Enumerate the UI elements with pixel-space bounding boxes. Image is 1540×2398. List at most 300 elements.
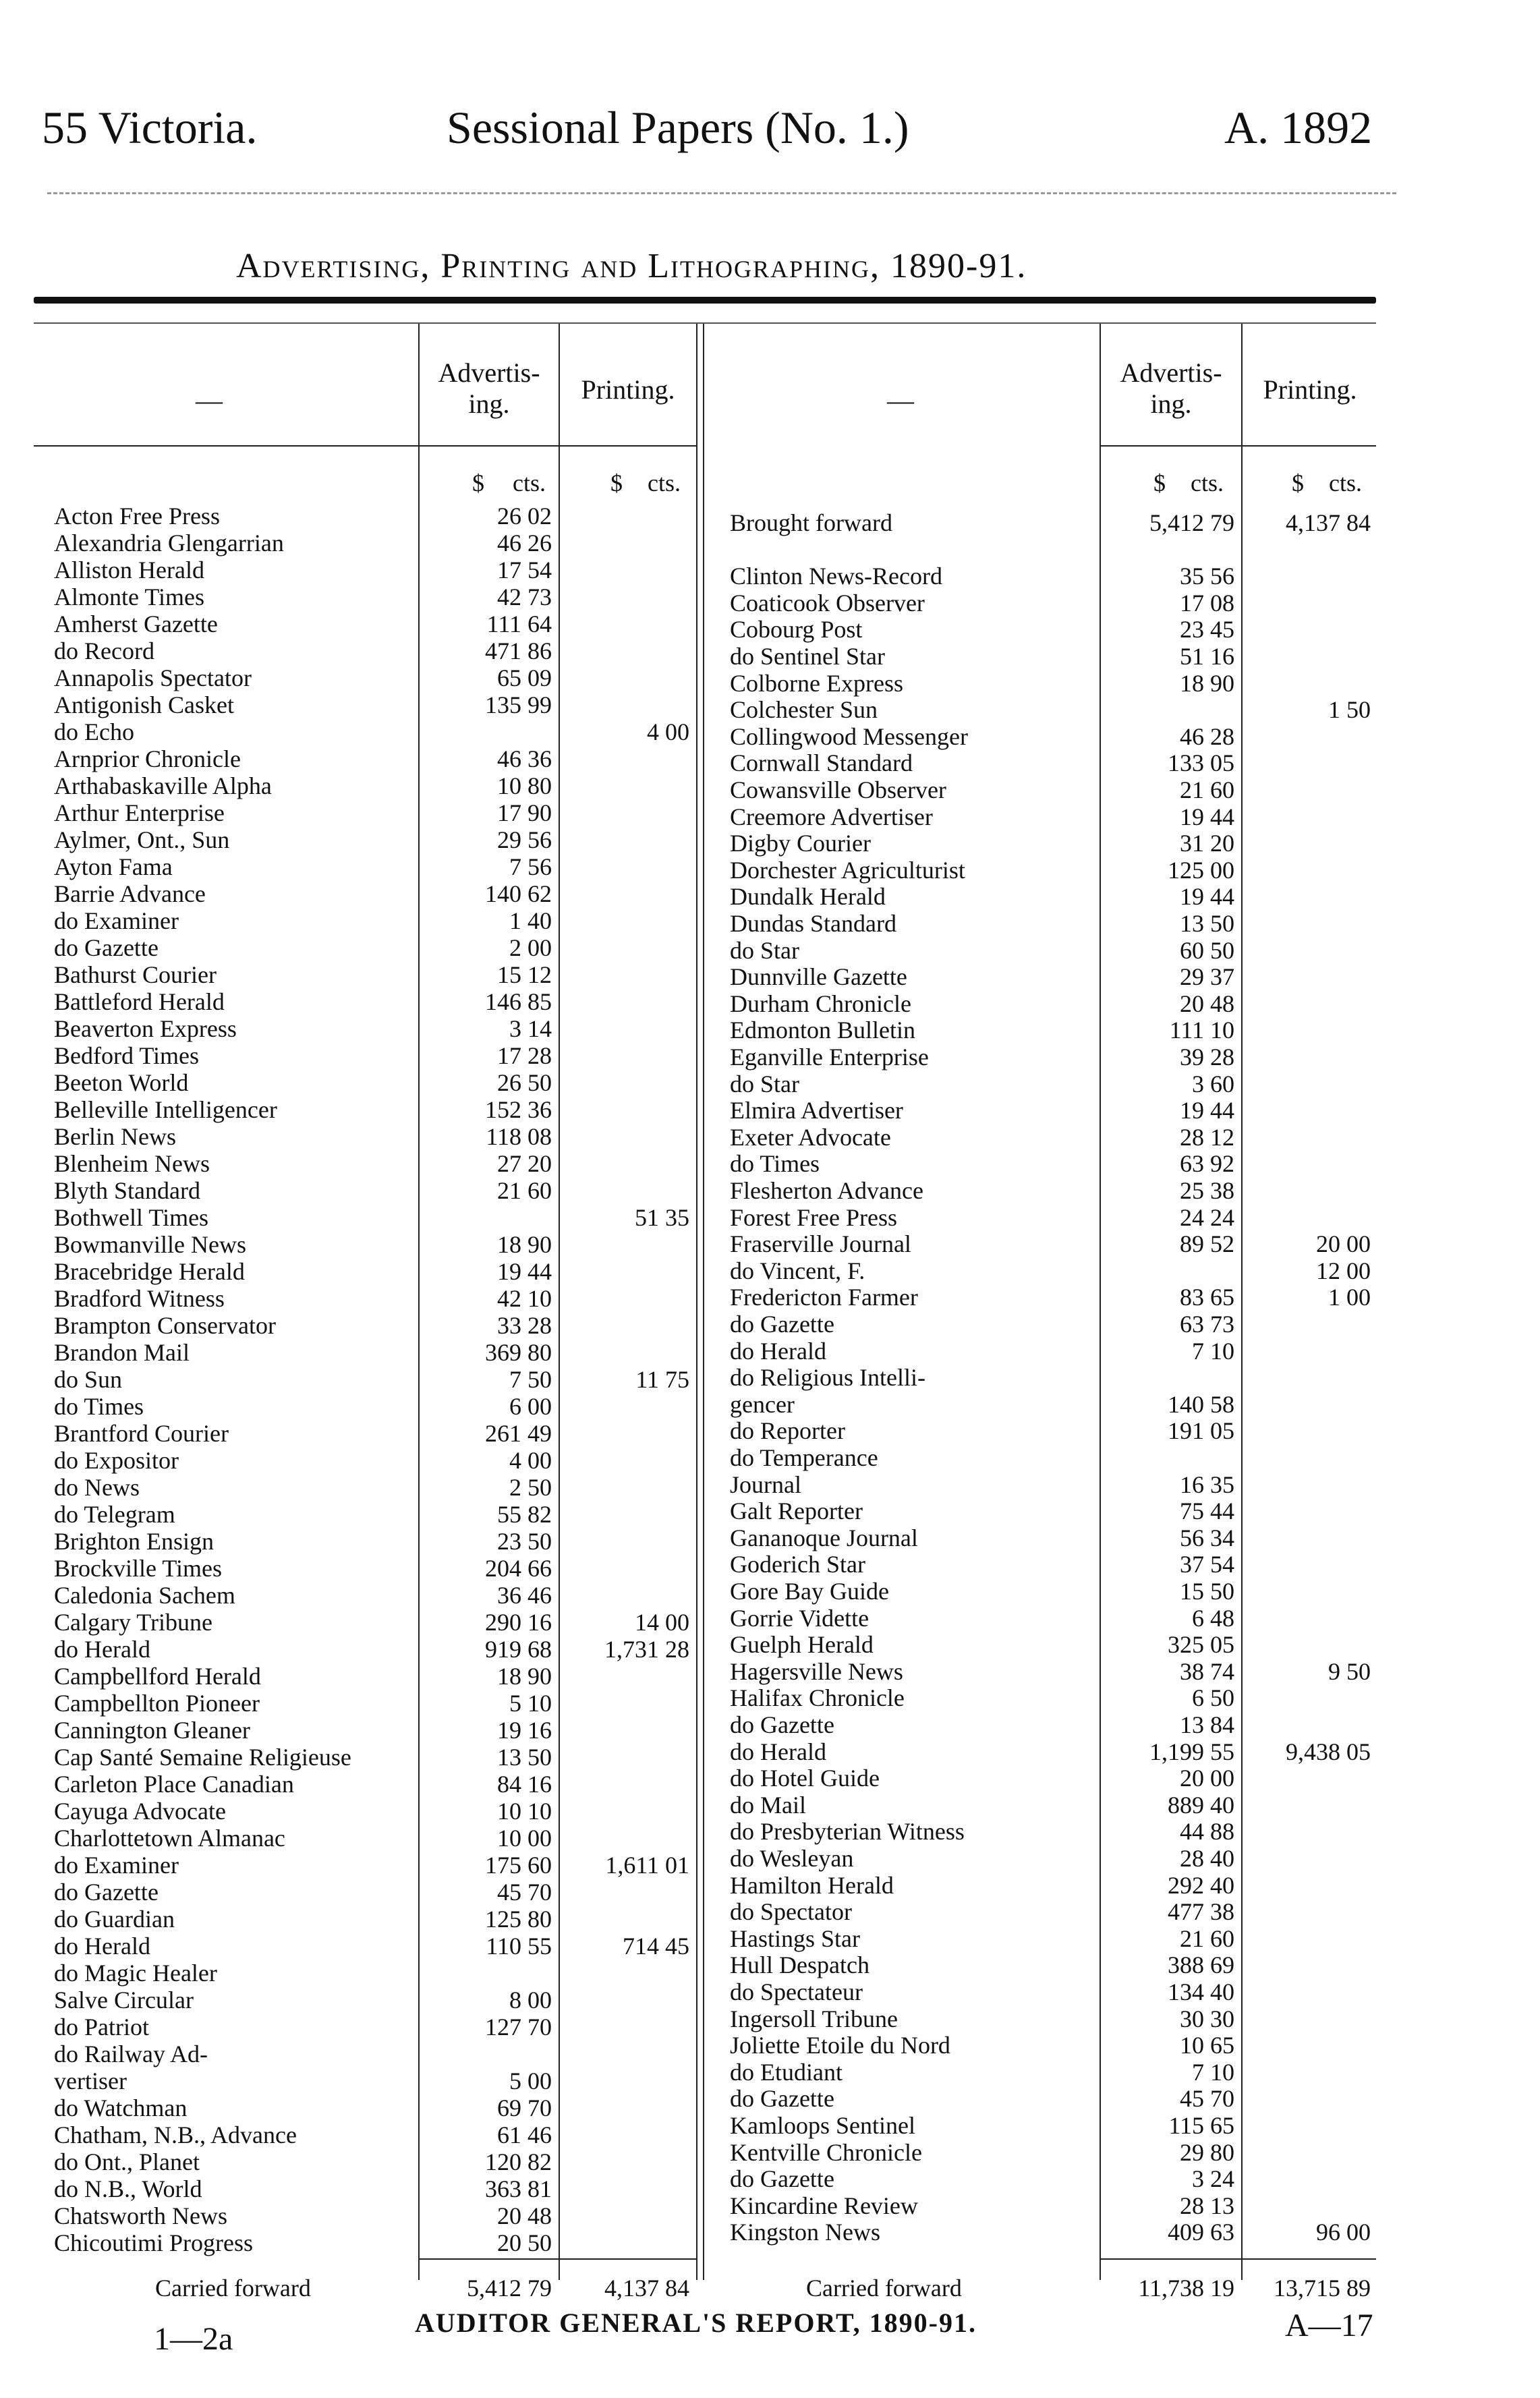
outlet-name: Gananoque Journal (730, 1524, 918, 1551)
table-row (0, 1738, 1540, 1765)
advertising-amount: 19 44 (1180, 1097, 1234, 1124)
advertising-amount: 63 92 (1180, 1150, 1234, 1178)
advertising-amount: 24 24 (1180, 1203, 1234, 1231)
outlet-name: Colchester Sun (730, 696, 878, 724)
printing-amount: 4,137 84 (1286, 509, 1371, 536)
right-total-label: Carried forward (806, 2275, 962, 2302)
outlet-name: Ayton Fama (54, 853, 173, 880)
outlet-name: do Record (54, 637, 154, 664)
printing-amount: 20 00 (1316, 1230, 1371, 1258)
outlet-name: Hagersville News (730, 1657, 903, 1685)
outlet-name: do Times (730, 1150, 820, 1178)
table-row (0, 1845, 1540, 1872)
right-print-cents-unit: cts. (1329, 469, 1362, 496)
table-row (0, 1765, 1540, 1792)
advertising-amount: 29 56 (497, 826, 552, 853)
table-row (0, 857, 1540, 884)
advertising-amount: 21 60 (497, 1177, 552, 1204)
outlet-name: do Herald (54, 1636, 150, 1663)
outlet-name: Cayuga Advocate (54, 1798, 226, 1825)
right-print-dollar-unit: $ (1292, 469, 1304, 496)
outlet-name: do Gazette (54, 1879, 159, 1906)
outlet-name: Bradford Witness (54, 1285, 225, 1312)
outlet-name: Blyth Standard (54, 1177, 200, 1204)
outlet-name: do Magic Healer (54, 1960, 217, 1987)
outlet-name: Fraserville Journal (730, 1230, 911, 1258)
outlet-name: Cornwall Standard (730, 749, 913, 777)
table-row (0, 1925, 1540, 1952)
advertising-amount: 18 90 (1180, 669, 1234, 697)
left-values-header-rule (420, 445, 696, 447)
table-row (0, 1631, 1540, 1658)
outlet-name: Digby Courier (730, 830, 871, 857)
printing-amount: 1 50 (1328, 696, 1371, 724)
left-total-print: 4,137 84 (604, 2275, 689, 2302)
outlet-name: Cannington Gleaner (54, 1717, 250, 1744)
outlet-name: Hastings Star (730, 1924, 860, 1952)
outlet-name: Eganville Enterprise (730, 1044, 929, 1070)
advertising-amount: 290 16 (485, 1609, 552, 1636)
outlet-name: Kincardine Review (730, 2192, 918, 2219)
advertising-amount: 5,412 79 (1149, 509, 1234, 536)
advertising-amount: 152 36 (485, 1096, 552, 1123)
outlet-name: Brighton Ensign (54, 1528, 215, 1555)
table-row (0, 1551, 1540, 1578)
advertising-amount: 55 82 (497, 1501, 552, 1528)
table-row (0, 536, 1540, 563)
table-row (0, 2192, 1540, 2219)
outlet-name: do Spectator (730, 1898, 852, 1926)
outlet-name: Exeter Advocate (730, 1123, 891, 1151)
left-sum-rule (420, 2258, 696, 2260)
advertising-amount: 17 90 (497, 799, 552, 826)
outlet-name: do Examiner (54, 1852, 179, 1879)
outlet-name: Brandon Mail (54, 1339, 190, 1366)
outlet-name: do Gazette (730, 2085, 834, 2113)
outlet-name: Brantford Courier (54, 1420, 229, 1447)
printing-amount: 4 00 (647, 718, 689, 745)
table-row (0, 1951, 1540, 1978)
outlet-name: do Telegram (54, 1501, 175, 1528)
header-year: A. 1892 (1224, 102, 1373, 153)
advertising-amount: 3 14 (509, 1015, 552, 1042)
right-sum-rule (1101, 2258, 1376, 2260)
outlet-name: do Examiner (54, 907, 179, 934)
outlet-name: Campbellford Herald (54, 1663, 261, 1690)
advertising-amount: 20 48 (497, 2202, 552, 2229)
outlet-name: Gore Bay Guide (730, 1578, 889, 1605)
table-row (0, 2139, 1540, 2166)
advertising-amount: 6 50 (1192, 1684, 1234, 1712)
table-row (0, 1497, 1540, 1524)
outlet-name: Kingston News (730, 2219, 880, 2246)
advertising-amount: 10 80 (497, 772, 552, 799)
outlet-name: do Herald (730, 1738, 826, 1765)
outlet-name: Arthur Enterprise (54, 799, 225, 826)
outlet-name: Durham Chronicle (730, 990, 911, 1017)
outlet-name: do Wesleyan (730, 1845, 854, 1872)
outlet-name: do Religious Intelli- (730, 1364, 925, 1392)
advertising-amount: 25 38 (1180, 1177, 1234, 1204)
outlet-name: do Guardian (54, 1906, 175, 1933)
left-total-row (0, 2275, 1540, 2302)
table-row (0, 1284, 1540, 1311)
left-total-label: Carried forward (155, 2275, 311, 2302)
outlet-name: Bracebridge Herald (54, 1258, 245, 1285)
advertising-amount: 27 20 (497, 1150, 552, 1177)
advertising-amount: 477 38 (1168, 1898, 1234, 1926)
advertising-amount: 7 10 (1192, 2058, 1234, 2086)
advertising-amount: 133 05 (1168, 749, 1234, 777)
advertising-amount: 10 10 (497, 1798, 552, 1825)
outlet-name: Caledonia Sachem (54, 1582, 235, 1609)
left-adv-dollar-unit: $ (472, 469, 484, 496)
title-thin-rule (34, 322, 1376, 324)
table-row (0, 749, 1540, 776)
outlet-name: Dunnville Gazette (730, 963, 907, 991)
outlet-name: Elmira Advertiser (730, 1097, 903, 1124)
right-adv-cents-unit: cts. (1191, 469, 1224, 496)
outlet-name: Bowmanville News (54, 1231, 246, 1258)
advertising-amount: 15 50 (1180, 1578, 1234, 1605)
outlet-name: Dundalk Herald (730, 883, 886, 911)
table-row (0, 1338, 1540, 1365)
table-row (0, 643, 1540, 670)
table-row (0, 1124, 1540, 1151)
table-row (0, 1070, 1540, 1097)
table-row (0, 2005, 1540, 2032)
advertising-amount: 89 52 (1180, 1230, 1234, 1258)
advertising-amount: 20 48 (1180, 990, 1234, 1017)
outlet-name: Collingwood Messenger (730, 722, 968, 750)
outlet-name: Blenheim News (54, 1150, 210, 1177)
left-printing-header: Printing. (581, 374, 675, 405)
right-adv-dollar-unit: $ (1153, 469, 1166, 496)
table-row (0, 1177, 1540, 1204)
outlet-name: Campbellton Pioneer (54, 1690, 260, 1717)
table-row (0, 1417, 1540, 1444)
printing-amount: 51 35 (635, 1204, 689, 1231)
outlet-name: do Gazette (730, 2165, 834, 2193)
outlet-name: Journal (730, 1471, 801, 1498)
table-row (0, 1818, 1540, 1845)
header-dashed-rule (47, 192, 1396, 194)
table-row (0, 1204, 1540, 1231)
advertising-amount: 134 40 (1168, 1978, 1234, 2005)
advertising-amount: 36 46 (497, 1582, 552, 1609)
outlet-name: Ingersoll Tribune (730, 2005, 899, 2032)
printing-amount: 9,438 05 (1286, 1738, 1371, 1765)
outlet-name: do Spectateur (730, 1978, 863, 2005)
outlet-name: do Presbyterian Witness (730, 1818, 965, 1846)
outlet-name: Goderich Star (730, 1551, 865, 1578)
outlet-name: Antigonish Casket (54, 691, 234, 718)
advertising-amount: 140 58 (1168, 1390, 1234, 1418)
table-row (0, 2032, 1540, 2059)
advertising-amount: 19 44 (497, 1258, 552, 1285)
outlet-name: Bothwell Times (54, 1204, 209, 1231)
advertising-amount: 7 10 (1192, 1337, 1234, 1365)
printing-amount: 1,611 01 (605, 1852, 689, 1879)
outlet-name: Dorchester Agriculturist (730, 856, 965, 884)
advertising-amount: 13 84 (1180, 1711, 1234, 1738)
outlet-name: do Herald (730, 1337, 826, 1365)
advertising-amount: 30 30 (1180, 2005, 1234, 2032)
advertising-amount: 56 34 (1180, 1524, 1234, 1551)
table-row (0, 1578, 1540, 1605)
table-row (0, 776, 1540, 803)
advertising-amount: 46 26 (497, 530, 552, 556)
outlet-name: do Watchman (54, 2094, 188, 2121)
outlet-name: do Sentinel Star (730, 643, 885, 670)
table-row (0, 1658, 1540, 1685)
outlet-name: do Sun (54, 1366, 123, 1393)
outlet-name: do Ont., Planet (54, 2148, 200, 2175)
advertising-amount: 5 10 (509, 1690, 552, 1717)
advertising-amount: 28 40 (1180, 1845, 1234, 1872)
table-row (0, 1684, 1540, 1711)
outlet-name: Salve Circular (54, 1987, 194, 2014)
table-row (0, 616, 1540, 643)
outlet-name: gencer (730, 1390, 795, 1418)
outlet-name: Flesherton Advance (730, 1177, 923, 1204)
advertising-amount: 65 09 (497, 664, 552, 691)
advertising-amount: 325 05 (1168, 1631, 1234, 1659)
table-row (0, 1605, 1540, 1632)
advertising-amount: 42 10 (497, 1285, 552, 1312)
advertising-amount: 17 28 (497, 1042, 552, 1069)
advertising-amount: 471 86 (485, 637, 552, 664)
advertising-amount: 33 28 (497, 1312, 552, 1339)
advertising-amount: 21 60 (1180, 776, 1234, 803)
table-row (0, 963, 1540, 990)
advertising-amount: 60 50 (1180, 936, 1234, 964)
outlet-name: Carleton Place Canadian (54, 1771, 294, 1798)
advertising-amount: 388 69 (1168, 1951, 1234, 1979)
outlet-name: Coaticook Observer (730, 589, 925, 617)
table-row (0, 1898, 1540, 1925)
outlet-name: Calgary Tribune (54, 1609, 213, 1636)
advertising-amount: 2 00 (509, 934, 552, 961)
advertising-amount: 191 05 (1168, 1417, 1234, 1445)
printing-amount: 1,731 28 (604, 1636, 689, 1663)
table-row (0, 990, 1540, 1017)
advertising-amount: 51 16 (1180, 643, 1234, 670)
advertising-amount: 120 82 (485, 2148, 552, 2175)
outlet-name: do Herald (54, 1933, 150, 1960)
outlet-name: Beeton World (54, 1069, 189, 1096)
outlet-name: Creemore Advertiser (730, 803, 933, 830)
table-row (0, 883, 1540, 910)
outlet-name: Bathurst Courier (54, 961, 217, 988)
right-total-adv: 11,738 19 (1138, 2275, 1234, 2302)
printing-amount: 9 50 (1328, 1657, 1371, 1685)
table-row (0, 1230, 1540, 1257)
right-total-print: 13,715 89 (1274, 2275, 1371, 2302)
advertising-amount: 409 63 (1168, 2219, 1234, 2246)
advertising-amount: 45 70 (497, 1879, 552, 1906)
advertising-amount: 18 90 (497, 1231, 552, 1258)
table-row (0, 563, 1540, 590)
outlet-name: Cap Santé Semaine Religieuse (54, 1744, 351, 1771)
advertising-amount: 42 73 (497, 583, 552, 610)
table-row (0, 2219, 1540, 2246)
outlet-name: do Reporter (730, 1417, 845, 1445)
outlet-name: Chicoutimi Progress (54, 2229, 253, 2256)
advertising-amount: 6 00 (509, 1393, 552, 1420)
printing-amount: 14 00 (635, 1609, 689, 1636)
advertising-amount: 1,199 55 (1149, 1738, 1234, 1765)
table-row (0, 1792, 1540, 1819)
outlet-name: Galt Reporter (730, 1497, 863, 1525)
outlet-name: Alexandria Glengarrian (54, 530, 284, 556)
advertising-amount: 363 81 (485, 2175, 552, 2202)
outlet-name: Berlin News (54, 1123, 176, 1150)
advertising-amount: 61 46 (497, 2121, 552, 2148)
advertising-amount: 889 40 (1168, 1791, 1234, 1819)
advertising-amount: 5 00 (509, 2067, 552, 2094)
advertising-amount: 111 10 (1169, 1017, 1234, 1044)
table-row (0, 723, 1540, 750)
advertising-amount: 39 28 (1180, 1044, 1234, 1070)
outlet-name: Amherst Gazette (54, 610, 218, 637)
advertising-amount: 38 74 (1180, 1657, 1234, 1685)
table-row (0, 1364, 1540, 1391)
advertising-amount: 10 65 (1180, 2032, 1234, 2059)
outlet-name: Guelph Herald (730, 1631, 874, 1659)
advertising-amount: 17 54 (497, 556, 552, 583)
outlet-name: Cowansville Observer (730, 776, 946, 803)
advertising-amount: 45 70 (1180, 2085, 1234, 2113)
outlet-name: Clinton News-Record (730, 563, 942, 590)
advertising-amount: 29 37 (1180, 963, 1234, 991)
footer-report-title: AUDITOR GENERAL'S REPORT, 1890-91. (415, 2308, 977, 2338)
right-values-header-rule (1101, 445, 1376, 447)
right-printing-header: Printing. (1263, 374, 1357, 405)
outlet-name: Colborne Express (730, 669, 903, 697)
header-session: 55 Victoria. (42, 102, 258, 153)
advertising-amount: 23 45 (1180, 616, 1234, 644)
table-row (0, 509, 1540, 536)
outlet-name: do Gazette (730, 1711, 834, 1738)
outlet-name: Acton Free Press (54, 503, 220, 530)
advertising-amount: 26 50 (497, 1069, 552, 1096)
outlet-name: Barrie Advance (54, 880, 206, 907)
table-row (0, 1711, 1540, 1738)
header-sessional-papers: Sessional Papers (No. 1.) (447, 102, 909, 153)
footer-page-number: A—17 (1285, 2308, 1373, 2343)
advertising-amount: 69 70 (497, 2094, 552, 2121)
table-row (0, 590, 1540, 617)
advertising-amount: 28 12 (1180, 1123, 1234, 1151)
advertising-amount: 175 60 (485, 1852, 552, 1879)
advertising-amount: 204 66 (485, 1555, 552, 1582)
outlet-name: Halifax Chronicle (730, 1684, 905, 1712)
outlet-name: Brockville Times (54, 1555, 223, 1582)
table-row (0, 1097, 1540, 1124)
outlet-name: do N.B., World (54, 2175, 202, 2202)
outlet-name: Almonte Times (54, 583, 205, 610)
advertising-amount: 7 50 (509, 1366, 552, 1393)
table-row (0, 1444, 1540, 1471)
table-row (0, 2165, 1540, 2192)
outlet-name: do Star (730, 1070, 799, 1097)
advertising-amount: 17 08 (1180, 589, 1234, 617)
advertising-amount: 261 49 (485, 1420, 552, 1447)
advertising-amount: 118 08 (486, 1123, 552, 1150)
left-adv-cents-unit: cts. (513, 469, 546, 496)
advertising-amount: 127 70 (485, 2014, 552, 2040)
page-title: Advertising, Printing and Lithographing, 1890-91. (236, 247, 1027, 285)
table-row (0, 1391, 1540, 1418)
advertising-amount: 19 44 (1180, 883, 1234, 911)
advertising-amount: 37 54 (1180, 1551, 1234, 1578)
advertising-amount: 29 80 (1180, 2138, 1234, 2166)
advertising-amount: 1 40 (509, 907, 552, 934)
advertising-amount: 115 65 (1168, 2112, 1234, 2139)
table-row (0, 910, 1540, 937)
advertising-amount: 63 73 (1180, 1311, 1234, 1338)
outlet-name: do Gazette (730, 1311, 834, 1338)
advertising-amount: 13 50 (497, 1744, 552, 1771)
left-total-adv: 5,412 79 (467, 2275, 552, 2302)
outlet-name: Chatham, N.B., Advance (54, 2121, 297, 2148)
outlet-name: do Vincent, F. (730, 1257, 865, 1284)
printing-amount: 1 00 (1328, 1284, 1371, 1311)
advertising-amount: 6 48 (1192, 1604, 1234, 1632)
advertising-amount: 135 99 (485, 691, 552, 718)
left-header-rule (34, 445, 420, 447)
advertising-amount: 8 00 (509, 1987, 552, 2014)
advertising-amount: 20 00 (1180, 1765, 1234, 1792)
advertising-amount: 125 00 (1168, 856, 1234, 884)
advertising-amount: 3 24 (1192, 2165, 1234, 2193)
table-row (0, 1150, 1540, 1177)
outlet-name: do Railway Ad- (54, 2040, 208, 2067)
right-name-header: — (887, 385, 914, 416)
left-print-dollar-unit: $ (610, 469, 623, 496)
table-row (0, 937, 1540, 964)
advertising-amount: 125 80 (485, 1906, 552, 1933)
advertising-amount: 13 50 (1180, 910, 1234, 937)
left-advertising-header: Advertis-ing. (438, 358, 540, 419)
outlet-name: Cobourg Post (730, 616, 863, 644)
printing-amount: 12 00 (1316, 1257, 1371, 1284)
table-row (0, 1044, 1540, 1070)
left-name-header: — (196, 385, 223, 416)
advertising-amount: 20 50 (497, 2229, 552, 2256)
table-row (0, 1524, 1540, 1551)
table-row (0, 1311, 1540, 1338)
outlet-name: do Temperance (730, 1444, 878, 1471)
outlet-name: Alliston Herald (54, 556, 204, 583)
outlet-name: Fredericton Farmer (730, 1284, 918, 1311)
advertising-amount: 2 50 (509, 1474, 552, 1501)
table-row (0, 803, 1540, 830)
outlet-name: Kentville Chronicle (730, 2138, 922, 2166)
advertising-amount: 46 36 (497, 745, 552, 772)
outlet-name: Forest Free Press (730, 1203, 897, 1231)
outlet-name: do Hotel Guide (730, 1765, 880, 1792)
table-row (0, 696, 1540, 723)
outlet-name: Brought forward (730, 509, 892, 536)
advertising-amount: 19 16 (497, 1717, 552, 1744)
outlet-name: Arnprior Chronicle (54, 745, 241, 772)
outlet-name: Aylmer, Ont., Sun (54, 826, 230, 853)
advertising-amount: 110 55 (486, 1933, 552, 1960)
outlet-name: Gorrie Vidette (730, 1604, 869, 1632)
advertising-amount: 140 62 (485, 880, 552, 907)
